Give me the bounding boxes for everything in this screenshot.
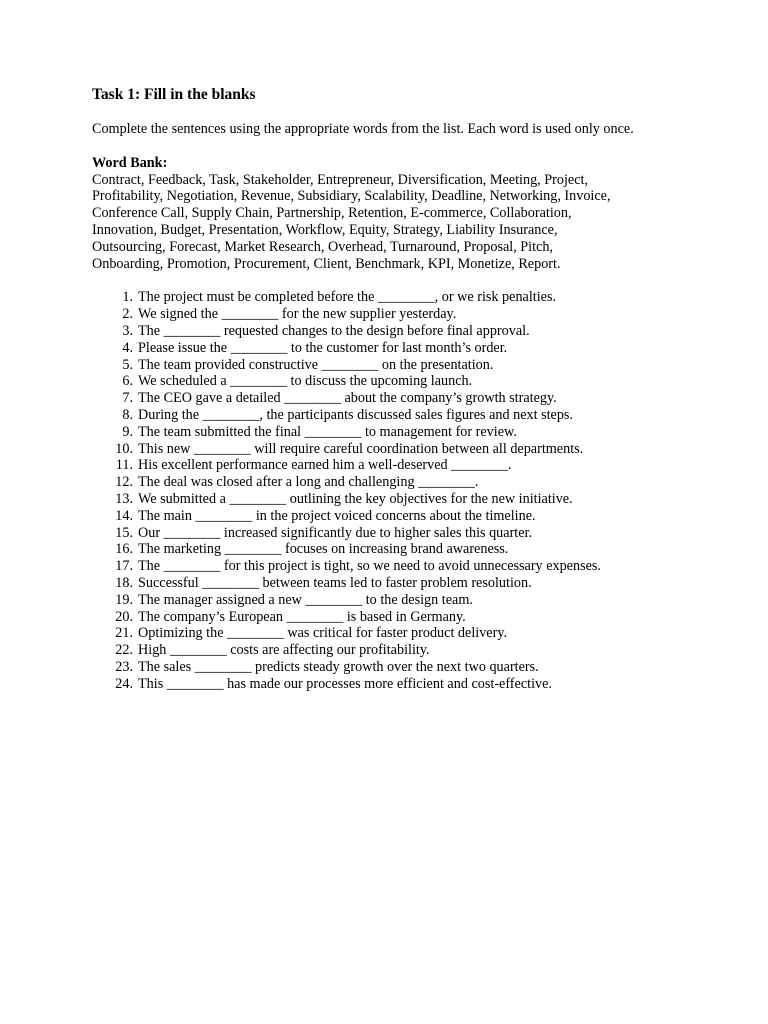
question-number: 15. [115,524,133,541]
question-number: 24. [115,675,133,692]
question-number: 10. [115,440,133,457]
question-text-after: to management for review. [361,423,517,440]
question-item [92,474,672,491]
question-number: 23. [115,658,133,675]
answer-blank: ________ [163,524,221,541]
question-text-before: The project must be completed before the [138,289,378,306]
question-item [92,575,672,592]
question-text-after: increased significantly due to higher sales this quarter. [220,524,533,541]
answer-blank: ________ [163,558,221,575]
question-number: 16. [115,541,133,558]
question-text-before: We submitted a [138,490,230,507]
question-text-before: We signed the [138,306,222,323]
question-text-before: The [138,558,164,575]
answer-blank: ________ [169,642,227,659]
question-text-after: about the company’s growth strategy. [340,390,557,407]
question-list [92,289,672,692]
question-text-before: The main [138,507,196,524]
answer-blank: ________ [195,507,253,524]
question-text-after: to the customer for last month’s order. [287,339,508,356]
question-text-after: is based in Germany. [343,608,466,625]
answer-blank: ________ [304,423,362,440]
question-text-before: The [138,322,164,339]
question-item [92,457,672,474]
question-number: 9. [122,423,133,440]
question-item [92,676,672,693]
word-bank [92,155,672,273]
question-text-after: on the presentation. [378,356,494,373]
question-number: 12. [115,474,133,491]
question-text-before: Optimizing the [138,625,228,642]
question-text-before: His excellent performance earned him a well-deserved [138,457,452,474]
answer-blank: ________ [418,474,475,491]
word-bank-line: Onboarding, Promotion, Procurement, Client, Benchmark, KPI, Monetize, Report. [92,255,561,272]
question-text-after: in the project voiced concerns about the timeline. [252,507,536,524]
question-text-before: This new [138,440,194,457]
question-item [92,558,672,575]
answer-blank: ________ [227,625,284,642]
question-text-after: for this project is tight, so we need to avoid unnecessary expenses. [220,558,601,575]
answer-blank: ________ [166,675,224,692]
question-text-after: has made our processes more efficient and cost-effective. [223,675,552,692]
question-item [92,491,672,508]
answer-blank: ________ [202,574,259,591]
answer-blank: ________ [377,289,435,306]
question-text-after: to the design team. [362,591,473,608]
question-text-before: The CEO gave a detailed [138,390,285,407]
answer-blank: ________ [163,322,221,339]
word-bank-list [92,172,672,273]
question-text-before: We scheduled a [138,373,231,390]
word-bank-line: Innovation, Budget, Presentation, Workflow, Equity, Strategy, Liability Insurance, [92,221,558,238]
word-bank-line: Conference Call, Supply Chain, Partnership, Retention, E-commerce, Collaboration, [92,205,572,222]
question-item [92,373,672,390]
word-bank-line: Outsourcing, Forecast, Market Research, Overhead, Turnaround, Proposal, Pitch, [92,238,554,255]
answer-blank: ________ [284,390,341,407]
answer-blank: ________ [221,306,279,323]
question-number: 11. [115,457,133,474]
question-number: 4. [122,339,133,356]
question-text-before: Our [138,524,164,541]
question-number: 3. [122,322,133,339]
task-title: Task 1: Fill in the blanks [92,86,256,103]
answer-blank: ________ [202,406,260,423]
question-text-before: The team submitted the final [138,423,305,440]
question-item [92,340,672,357]
question-text-before: The deal was closed after a long and challenging [138,474,419,491]
question-text-after: requested changes to the design before final approval. [220,322,530,339]
question-number: 8. [122,406,133,423]
question-number: 22. [115,642,133,659]
question-item [92,289,672,306]
answer-blank: ________ [224,541,282,558]
word-bank-line: Contract, Feedback, Task, Stakeholder, Entrepreneur, Diversification, Meeting, Project, [92,171,588,188]
question-number: 7. [122,390,133,407]
question-item [92,424,672,441]
question-item [92,390,672,407]
question-text-before: This [138,675,167,692]
question-text-after: was critical for faster product delivery. [283,625,508,642]
question-item [92,592,672,609]
question-text-after: costs are affecting our profitability. [226,642,430,659]
question-text-after: , or we risk penalties. [434,289,557,306]
question-text-after: , the participants discussed sales figures and next steps. [259,406,574,423]
question-text-after: for the new supplier yesterday. [278,306,457,323]
answer-blank: ________ [286,608,344,625]
question-text-after: between teams led to faster problem resolution. [258,574,532,591]
question-number: 13. [115,490,133,507]
answer-blank: ________ [230,373,287,390]
question-text-before: During the [138,406,203,423]
question-number: 17. [115,558,133,575]
question-text-after: focuses on increasing brand awareness. [281,541,509,558]
question-number: 18. [115,574,133,591]
question-text-after: . [507,457,512,474]
question-item [92,323,672,340]
question-text-before: The sales [138,658,195,675]
question-item [92,625,672,642]
answer-blank: ________ [193,440,251,457]
question-item [92,541,672,558]
document-page [92,85,672,693]
question-text-after: predicts steady growth over the next two quarters. [251,658,539,675]
question-item [92,357,672,374]
question-text-after: . [474,474,479,491]
question-number: 6. [122,373,133,390]
question-text-before: The manager assigned a new [138,591,306,608]
question-item [92,508,672,525]
question-text-before: Successful [138,574,203,591]
question-number: 21. [115,625,133,642]
question-text-before: The marketing [138,541,225,558]
question-number: 19. [115,591,133,608]
question-item [92,525,672,542]
question-item [92,441,672,458]
answer-blank: ________ [194,658,252,675]
task-instructions: Complete the sentences using the appropriate words from the list. Each word is used only once. [92,121,634,137]
answer-blank: ________ [321,356,379,373]
question-number: 2. [122,306,133,323]
question-number: 20. [115,608,133,625]
question-text-before: The company’s European [138,608,287,625]
question-text-after: will require careful coordination between all departments. [250,440,584,457]
question-text-before: High [138,642,170,659]
question-item [92,407,672,424]
question-item [92,659,672,676]
question-item [92,642,672,659]
question-text-after: to discuss the upcoming launch. [286,373,473,390]
question-item [92,306,672,323]
word-bank-line: Profitability, Negotiation, Revenue, Subsidiary, Scalability, Deadline, Networking, Invoice, [92,188,611,205]
question-item [92,609,672,626]
answer-blank: ________ [305,591,363,608]
question-number: 5. [122,356,133,373]
question-text-before: Please issue the [138,339,231,356]
question-text-after: outlining the key objectives for the new initiative. [286,490,573,507]
question-number: 14. [115,507,133,524]
answer-blank: ________ [229,490,287,507]
word-bank-heading: Word Bank: [92,154,168,171]
question-text-before: The team provided constructive [138,356,322,373]
answer-blank: ________ [230,339,288,356]
question-number: 1. [122,289,133,306]
answer-blank: ________ [451,457,508,474]
